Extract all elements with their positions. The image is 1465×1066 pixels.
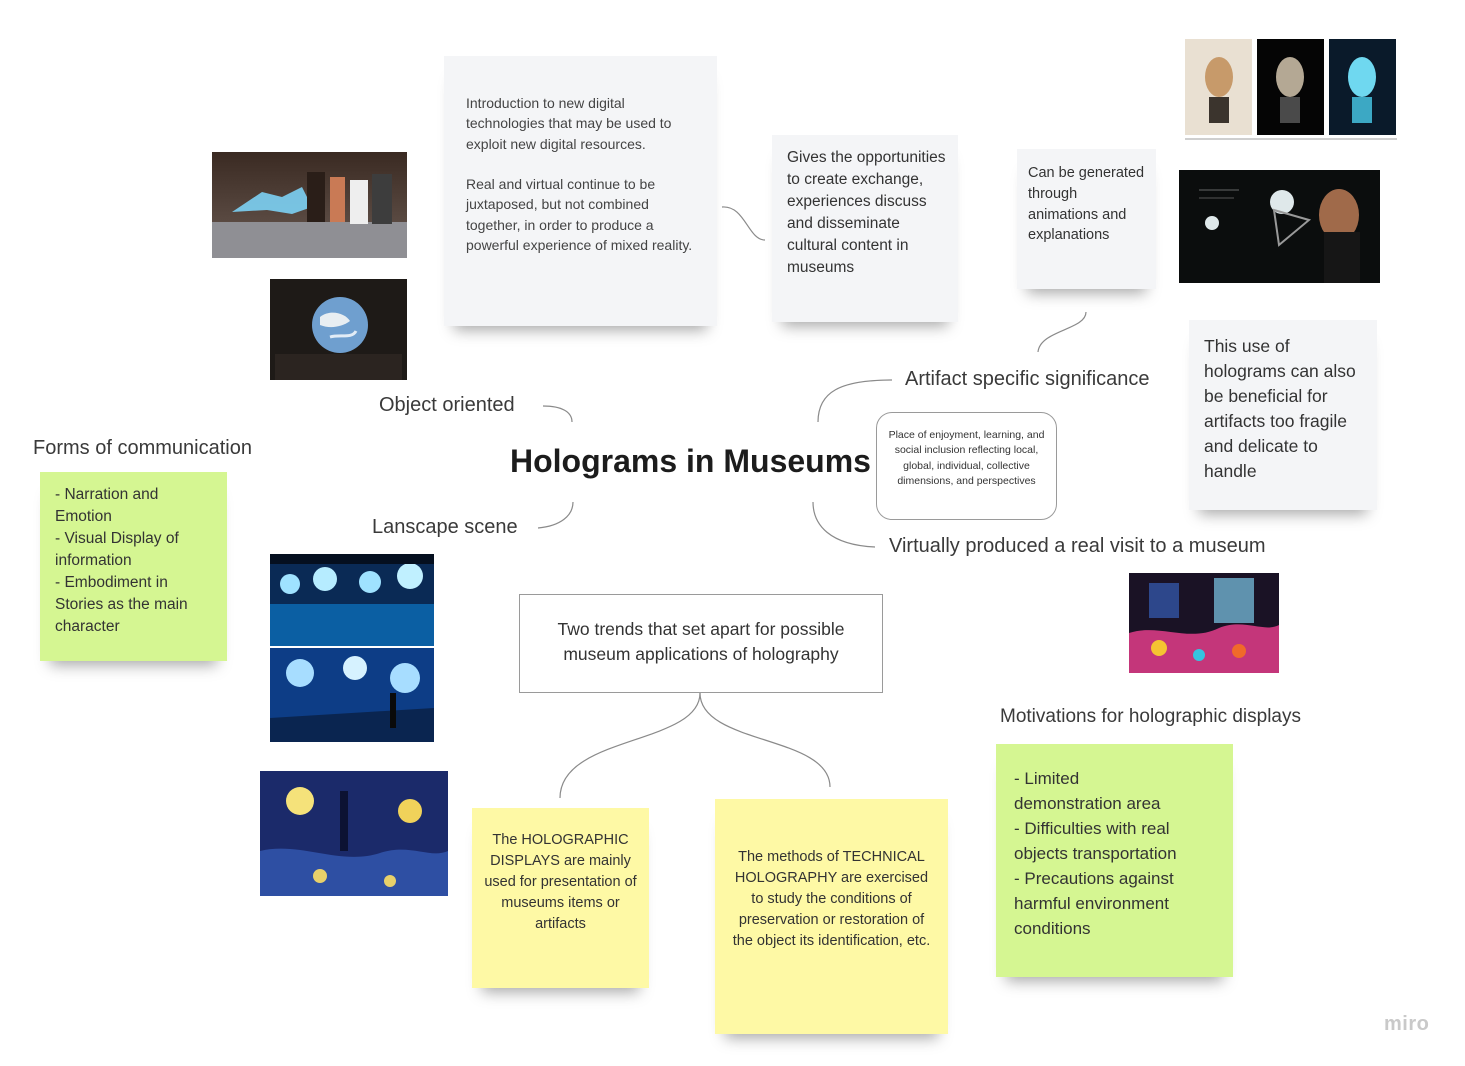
note-technical-holography[interactable] — [715, 799, 948, 1034]
note-holographic-displays-text: The HOLOGRAPHIC DISPLAYS are mainly used for presentation of museums items or artifacts — [484, 832, 637, 932]
connector-trends-left — [560, 693, 700, 798]
label-forms-of-communication: Forms of communication — [33, 437, 252, 459]
note-fragile-text: This use of holograms can also be beneficial for artifacts too fragile and delicate to handle — [1204, 336, 1356, 481]
label-landscape-scene: Lanscape scene — [372, 516, 518, 538]
note-enjoyment[interactable] — [876, 412, 1057, 520]
sculpture-heads-image — [1185, 39, 1397, 143]
note-opportunities[interactable] — [772, 135, 958, 322]
connector-generated — [1038, 312, 1086, 352]
globe-hologram-image — [270, 279, 407, 380]
landscape-room-image-1 — [270, 554, 434, 646]
note-communication-forms-text: - Narration and Emotion - Visual Display of information - Embodiment in Stories as the main character — [55, 486, 188, 635]
note-opportunities-text: Gives the opportunities to create exchange, experiences discuss and disseminate cultural content in museums — [787, 149, 946, 276]
note-intro[interactable] — [444, 56, 717, 326]
note-technical-holography-text: The methods of TECHNICAL HOLOGRAPHY are exercised to study the conditions of preservation or restoration of the object its identification, etc. — [732, 849, 931, 949]
note-generated-text: Can be generated through animations and explanations — [1028, 165, 1145, 244]
note-motivations-list[interactable] — [996, 744, 1233, 977]
board-title: Holograms in Museums — [510, 443, 871, 479]
connector-virtual-visit — [813, 502, 875, 547]
label-virtual-visit: Virtually produced a real visit to a museum — [889, 535, 1266, 557]
note-holographic-displays[interactable] — [472, 808, 649, 988]
connector-trends-right — [700, 693, 830, 787]
note-intro-text: Introduction to new digital technologies that may be used to exploit new digital resources. Real and virtual continue to be juxtaposed, but not combined together, in order to produce a powerful experience of mixed reality. — [466, 95, 693, 254]
note-enjoyment-text: Place of enjoyment, learning, and social inclusion reflecting local, global, individual, collective dimensions, and perspectives — [888, 429, 1045, 487]
note-motivations-list-text: - Limited demonstration area - Difficulties with real objects transportation - Precautions against harmful environment conditions — [1014, 769, 1177, 938]
label-artifact-significance: Artifact specific significance — [905, 368, 1150, 390]
note-communication-forms[interactable] — [40, 472, 227, 661]
connector-landscape — [538, 502, 573, 528]
connector-object-oriented — [543, 406, 572, 422]
sextant-display-image — [1179, 170, 1380, 283]
digital-art-room-image — [1129, 573, 1279, 673]
landscape-room-image-2 — [270, 648, 434, 742]
note-generated[interactable] — [1017, 149, 1156, 289]
note-fragile[interactable] — [1189, 320, 1377, 510]
label-motivations: Motivations for holographic displays — [1000, 706, 1301, 727]
miro-logo: miro — [1384, 1013, 1430, 1035]
label-object-oriented: Object oriented — [379, 394, 515, 416]
dinosaur-hologram-image — [212, 152, 407, 258]
starry-night-room-image — [260, 771, 448, 896]
note-trends-text: Two trends that set apart for possible museum applications of holography — [557, 619, 845, 664]
note-trends[interactable] — [519, 594, 883, 693]
connector-intro-opportunities — [722, 207, 765, 240]
